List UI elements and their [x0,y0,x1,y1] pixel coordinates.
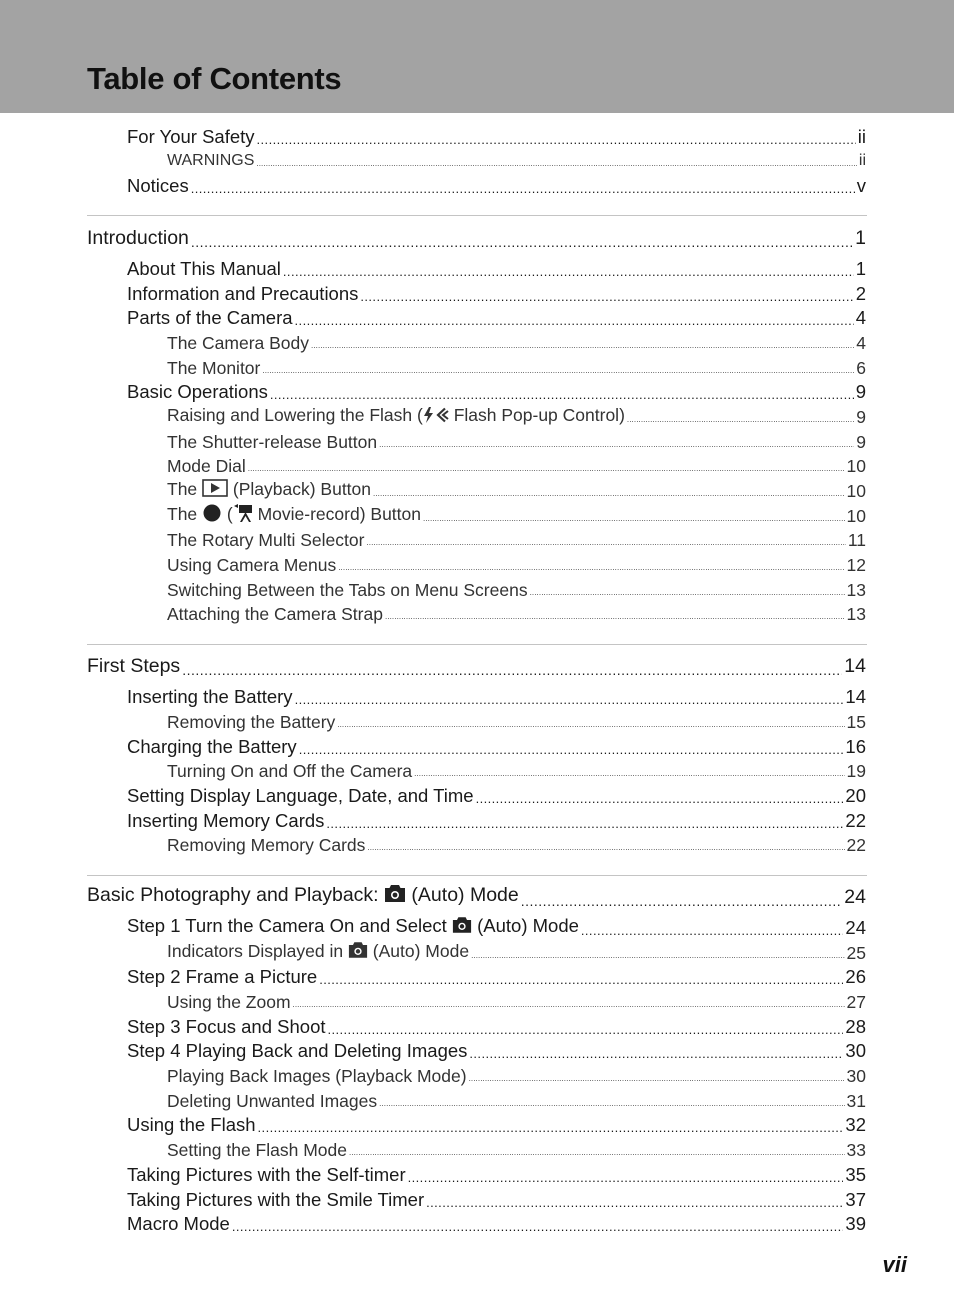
dot-leader [293,1001,845,1009]
dot-leader [476,792,844,805]
entry-title-start: Step 1 Turn the Camera On and Select [127,915,452,936]
entry-page: 2 [855,283,866,304]
toc-entry[interactable] [167,429,866,455]
entry-title: Step 2 Frame a Picture [127,966,318,987]
entry-page: 37 [845,1189,866,1210]
entry-title-start: Indicators Displayed in [167,941,348,961]
entry-title-start: The [167,479,203,499]
dot-leader [360,290,853,303]
dot-leader [471,952,844,960]
playback-button-icon [202,478,228,504]
toc-entry[interactable] [167,940,866,966]
entry-page: 13 [846,604,866,624]
toc-entry[interactable] [127,256,866,282]
toc-entry[interactable] [127,1162,866,1188]
dot-leader [373,490,845,498]
entry-title: Removing the Battery [167,712,336,732]
toc-entry[interactable] [167,552,866,578]
entry-title [167,940,469,966]
entry-title: For Your Safety [127,126,255,147]
dot-leader [530,589,845,597]
dot-leader [423,515,845,523]
entry-page: 20 [845,785,866,806]
dot-leader [295,693,844,706]
dot-leader [311,342,854,350]
section-divider [87,644,867,645]
entry-page: 10 [846,506,866,526]
entry-page: 4 [855,307,866,328]
chapter-title: Introduction [87,227,189,249]
entry-title-start: The [167,504,203,524]
entry-page: ii [858,152,866,169]
entry-title: Playing Back Images (Playback Mode) [167,1066,467,1086]
entry-title: Turning On and Off the Camera [167,761,413,781]
toc-entry[interactable] [127,1211,866,1237]
dot-leader [469,1075,845,1083]
dot-leader [232,1220,844,1233]
entry-title: Setting Display Language, Date, and Time [127,785,474,806]
dot-leader [379,1100,844,1108]
toc-entry[interactable] [127,1038,866,1064]
entry-title [167,478,371,504]
dot-leader [385,613,845,621]
flash-icon [423,404,434,430]
toc-entry[interactable] [167,404,866,430]
dot-leader [627,416,854,424]
entry-title: The Monitor [167,358,261,378]
entry-title: Using Camera Menus [167,555,337,575]
entry-title: Switching Between the Tabs on Menu Screens [167,580,528,600]
entry-title: Step 3 Focus and Shoot [127,1016,326,1037]
entry-page: 9 [855,381,866,402]
toc-entry[interactable] [167,601,866,627]
chapter-title: First Steps [87,655,181,677]
entry-title: Taking Pictures with the Smile Timer [127,1189,425,1210]
toc-entry[interactable] [127,305,866,331]
entry-title: About This Manual [127,258,281,279]
toc-entry[interactable] [127,808,866,834]
entry-page: 10 [846,456,866,476]
entry-page: 27 [846,992,866,1012]
entry-title-middle: ( [222,504,233,524]
dot-leader [414,770,844,778]
entry-page: v [856,175,866,196]
camera-auto-mode-icon [452,915,472,941]
entry-page: 19 [846,761,866,781]
toc-entry[interactable] [167,577,866,603]
page-number: vii [882,1252,907,1277]
entry-title: Information and Precautions [127,283,359,304]
dot-leader [270,388,854,401]
chapter-page: 14 [844,655,866,677]
entry-title: Using the Flash [127,1114,256,1135]
entry-page: 25 [846,943,866,963]
toc-entry[interactable] [127,734,866,760]
toc-entry[interactable] [127,281,866,307]
entry-title-end: Flash Pop-up Control) [448,405,625,425]
entry-title-end: Movie-record) Button [252,504,421,524]
dot-leader [328,1023,844,1036]
dot-leader [283,265,854,278]
entry-page: 11 [847,530,866,550]
dot-leader [248,465,845,473]
chapter-page: 1 [855,227,866,249]
entry-title [167,404,625,430]
chapter-introduction[interactable] [87,223,866,253]
entry-page: 22 [846,835,866,855]
entry-title: The Rotary Multi Selector [167,530,365,550]
movie-camera-icon [233,503,253,529]
page-title: Table of Contents [87,61,342,96]
entry-title: Inserting Memory Cards [127,810,325,831]
entry-page: 30 [846,1066,866,1086]
entry-title-end: (Auto) Mode [367,941,470,961]
entry-title: The Camera Body [167,333,310,353]
dot-leader [182,663,842,677]
dot-leader [299,743,844,756]
dot-leader [258,1121,844,1134]
camera-auto-mode-icon [348,940,368,966]
entry-title: The Shutter-release Button [167,432,378,452]
dot-leader [349,1149,845,1157]
toc-entry[interactable] [167,709,866,735]
entry-title-end: (Auto) Mode [471,915,579,936]
entry-page: 30 [845,1040,866,1061]
dot-leader [337,721,844,729]
dot-leader [262,367,854,375]
dot-leader [366,539,845,547]
chapter-page: 24 [844,886,866,908]
toc-entry[interactable] [127,1187,866,1213]
toc-entry[interactable] [127,173,866,199]
entry-title: Removing Memory Cards [167,835,366,855]
chapter-title [87,882,519,912]
toc-entry[interactable] [167,1063,866,1089]
entry-page: 28 [845,1016,866,1037]
chapter-basic-photography[interactable] [87,882,866,912]
entry-title: Deleting Unwanted Images [167,1091,378,1111]
toc-entry[interactable] [167,148,866,174]
chapter-title-end: (Auto) Mode [406,884,519,906]
flash-popup-icon [434,404,449,430]
entry-title-end: (Playback) Button [228,479,372,499]
toc-entry[interactable] [127,684,866,710]
entry-page: 39 [845,1213,866,1234]
dot-leader [326,817,843,830]
entry-title: Notices [127,175,189,196]
dot-leader [338,564,844,572]
entry-page: 16 [845,736,866,757]
dot-leader [295,314,854,327]
entry-title: Inserting the Battery [127,686,293,707]
entry-title: Macro Mode [127,1213,230,1234]
section-divider [87,215,867,216]
toc-entry[interactable] [127,1014,866,1040]
entry-title: Attaching the Camera Strap [167,604,383,624]
dot-leader [257,133,856,146]
entry-title: WARNINGS [167,152,255,169]
entry-title: Basic Operations [127,381,268,402]
toc-entry[interactable] [167,355,866,381]
dot-leader [426,1196,843,1209]
entry-title [167,503,421,529]
toc-entry[interactable] [127,964,866,990]
entry-page: 10 [846,481,866,501]
toc-entry[interactable] [127,124,866,150]
entry-page: 9 [856,407,866,427]
entry-page: 32 [845,1114,866,1135]
toc-entry[interactable] [167,758,866,784]
dot-leader [581,924,844,937]
entry-page: 33 [846,1140,866,1160]
entry-page: 12 [846,555,866,575]
toc-entry[interactable] [167,503,866,529]
dot-leader [191,235,853,249]
entry-title-start: Raising and Lowering the Flash ( [167,405,423,425]
entry-page: 26 [845,966,866,987]
entry-title: Setting the Flash Mode [167,1140,347,1160]
toc-entry[interactable] [167,527,866,553]
toc-entry[interactable] [127,915,866,941]
dot-leader [367,844,844,852]
toc-entry[interactable] [167,1137,866,1163]
entry-title: Charging the Battery [127,736,297,757]
dot-leader [379,441,854,449]
toc-entry[interactable] [167,478,866,504]
entry-title: Mode Dial [167,456,246,476]
entry-title: Taking Pictures with the Self-timer [127,1164,406,1185]
toc-entry[interactable] [167,832,866,858]
entry-page: ii [857,126,866,147]
chapter-title-start: Basic Photography and Playback: [87,884,385,906]
entry-page: 35 [845,1164,866,1185]
entry-title: Parts of the Camera [127,307,293,328]
toc-entry[interactable] [167,453,866,479]
dot-leader [256,160,856,168]
toc-entry[interactable] [127,783,866,809]
entry-title: Using the Zoom [167,992,291,1012]
entry-page: 13 [846,580,866,600]
dot-leader [408,1171,844,1184]
entry-page: 15 [846,712,866,732]
toc-entry[interactable] [167,989,866,1015]
entry-page: 31 [846,1091,866,1111]
section-divider [87,875,867,876]
toc-entry[interactable] [167,330,866,356]
entry-page: 9 [856,432,866,452]
toc-entry[interactable] [127,1112,866,1138]
dot-leader [521,894,843,908]
entry-page: 1 [855,258,866,279]
chapter-first-steps[interactable] [87,651,866,681]
entry-page: 24 [845,917,866,938]
toc-entry[interactable] [127,379,866,405]
dot-leader [319,973,843,986]
camera-auto-mode-icon [384,882,406,912]
dot-leader [469,1047,843,1060]
entry-page: 22 [845,810,866,831]
movie-record-dot-icon [202,503,222,529]
dot-leader [191,182,855,195]
entry-page: 14 [845,686,866,707]
entry-page: 6 [856,358,866,378]
entry-title [127,915,579,941]
entry-title: Step 4 Playing Back and Deleting Images [127,1040,468,1061]
toc-entry[interactable] [167,1088,866,1114]
entry-page: 4 [856,333,866,353]
